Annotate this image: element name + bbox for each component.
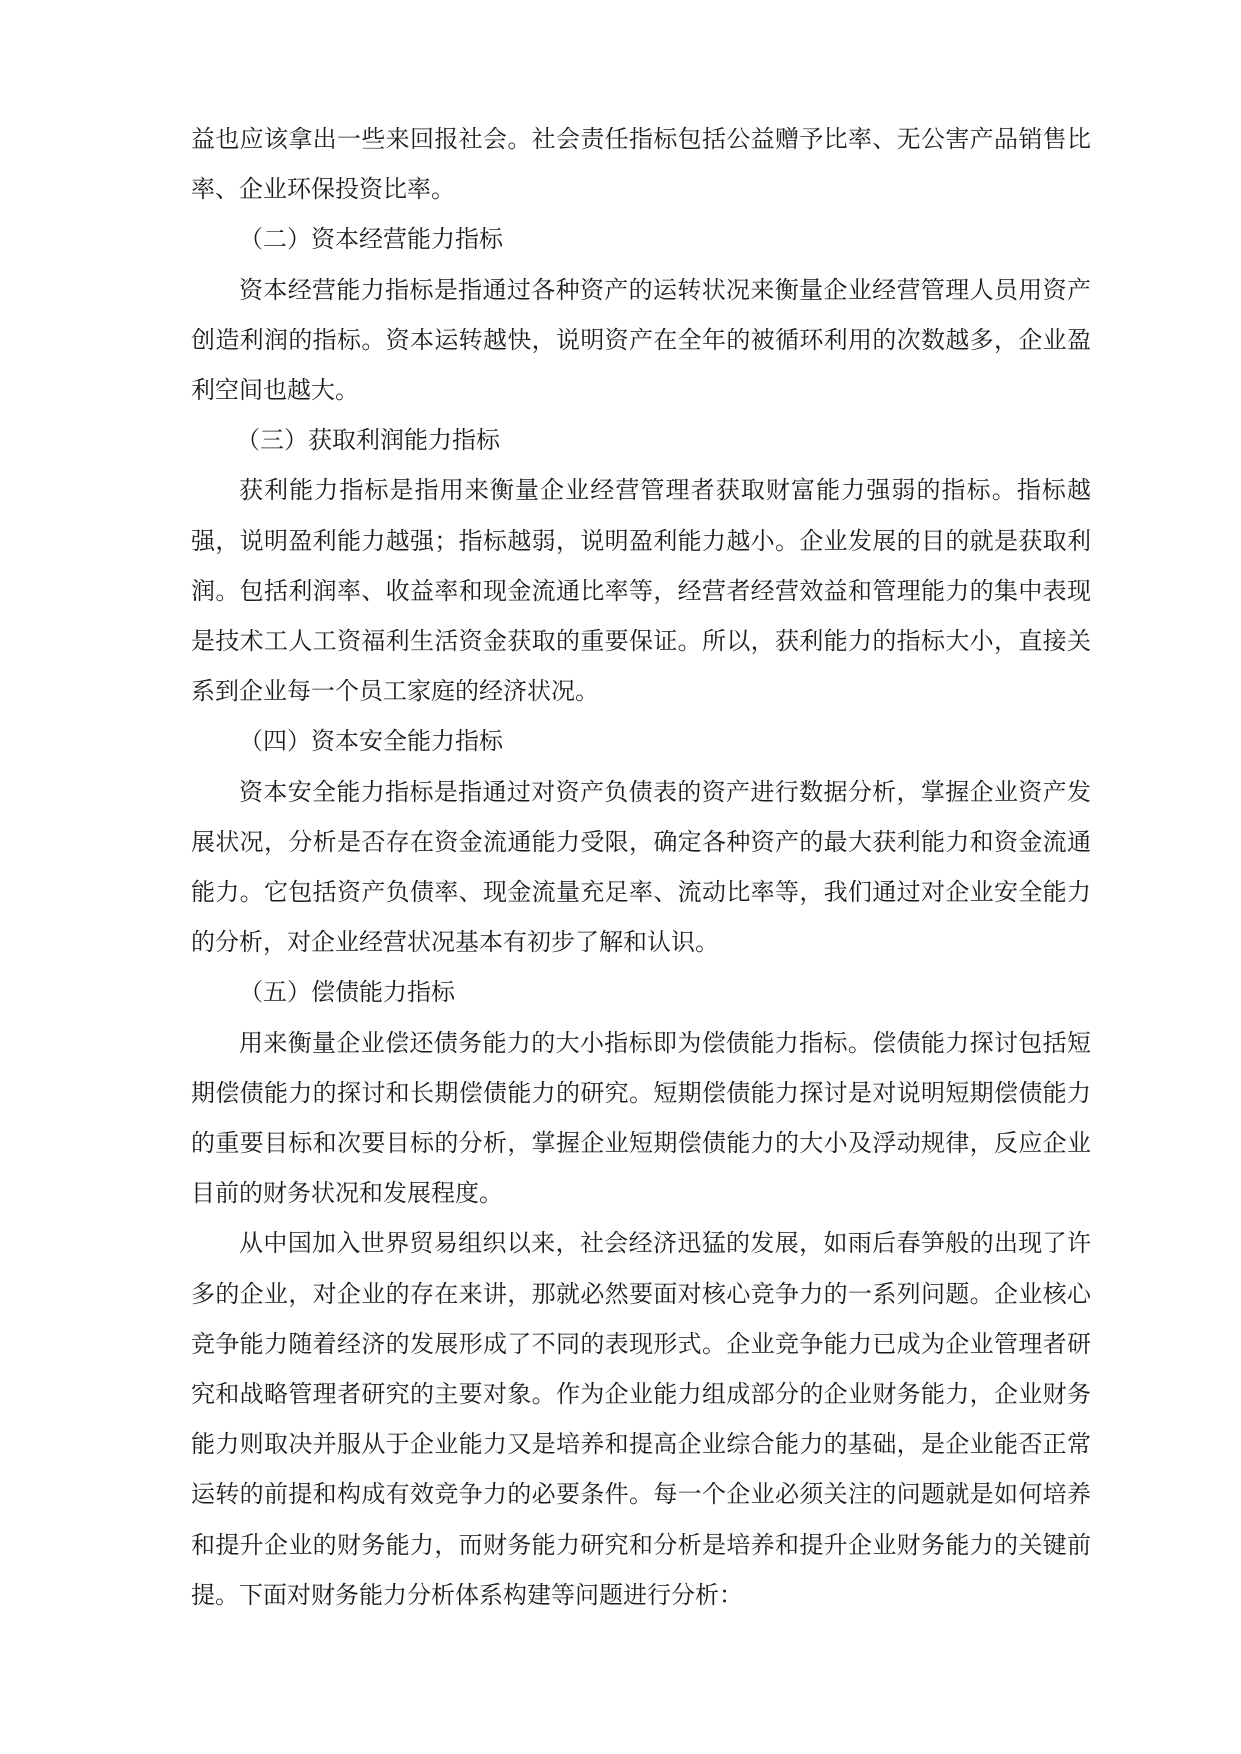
- paragraph-capital-safety: 资本安全能力指标是指通过对资产负债表的资产进行数据分析，掌握企业资产发展状况，分析是否存在资金流通能力受限，确定各种资产的最大获利能力和资金流通能力。它包括资产负债率、现金流量充足率、流动比率等，我们通过对企业安全能力的分析，对企业经营状况基本有初步了解和认识。: [191, 777, 1091, 957]
- section-heading-capital-operation: （二）资本经营能力指标: [239, 225, 503, 254]
- paragraph-financial-capability: 从中国加入世界贸易组织以来，社会经济迅猛的发展，如雨后春笋般的出现了许多的企业，对企业的存在来讲，那就必然要面对核心竞争力的一系列问题。企业核心竞争能力随着经济的发展形成了不同的表现形式。企业竞争能力已成为企业管理者研究和战略管理者研究的主要对象。作为企业能力组成部分的企业财务能力，企业财务能力则取决并服从于企业能力又是培养和提高企业综合能力的基础，是企业能否正常运转的前提和构成有效竞争力的必要条件。每一个企业必须关注的问题就是如何培养和提升企业的财务能力，而财务能力研究和分析是培养和提升企业财务能力的关键前提。下面对财务能力分析体系构建等问题进行分析：: [191, 1229, 1091, 1609]
- paragraph-capital-operation: 资本经营能力指标是指通过各种资产的运转状况来衡量企业经营管理人员用资产创造利润的指标。资本运转越快，说明资产在全年的被循环利用的次数越多，企业盈利空间也越大。: [191, 275, 1091, 405]
- paragraph-solvency: 用来衡量企业偿还债务能力的大小指标即为偿债能力指标。偿债能力探讨包括短期偿债能力的探讨和长期偿债能力的研究。短期偿债能力探讨是对说明短期偿债能力的重要目标和次要目标的分析，掌握企业短期偿债能力的大小及浮动规律，反应企业目前的财务状况和发展程度。: [191, 1028, 1091, 1208]
- section-heading-solvency: （五）偿债能力指标: [239, 978, 455, 1007]
- document-body: [191, 114, 1091, 1620]
- section-heading-profitability: （三）获取利润能力指标: [236, 426, 500, 455]
- section-heading-capital-safety: （四）资本安全能力指标: [239, 727, 503, 756]
- continued-paragraph: 益也应该拿出一些来回报社会。社会责任指标包括公益赠予比率、无公害产品销售比率、企业环保投资比率。: [191, 125, 1091, 204]
- paragraph-profitability: 获利能力指标是指用来衡量企业经营管理者获取财富能力强弱的指标。指标越强，说明盈利能力越强；指标越弱，说明盈利能力越小。企业发展的目的就是获取利润。包括利润率、收益率和现金流通比率等，经营者经营效益和管理能力的集中表现是技术工人工资福利生活资金获取的重要保证。所以，获利能力的指标大小，直接关系到企业每一个员工家庭的经济状况。: [191, 476, 1091, 706]
